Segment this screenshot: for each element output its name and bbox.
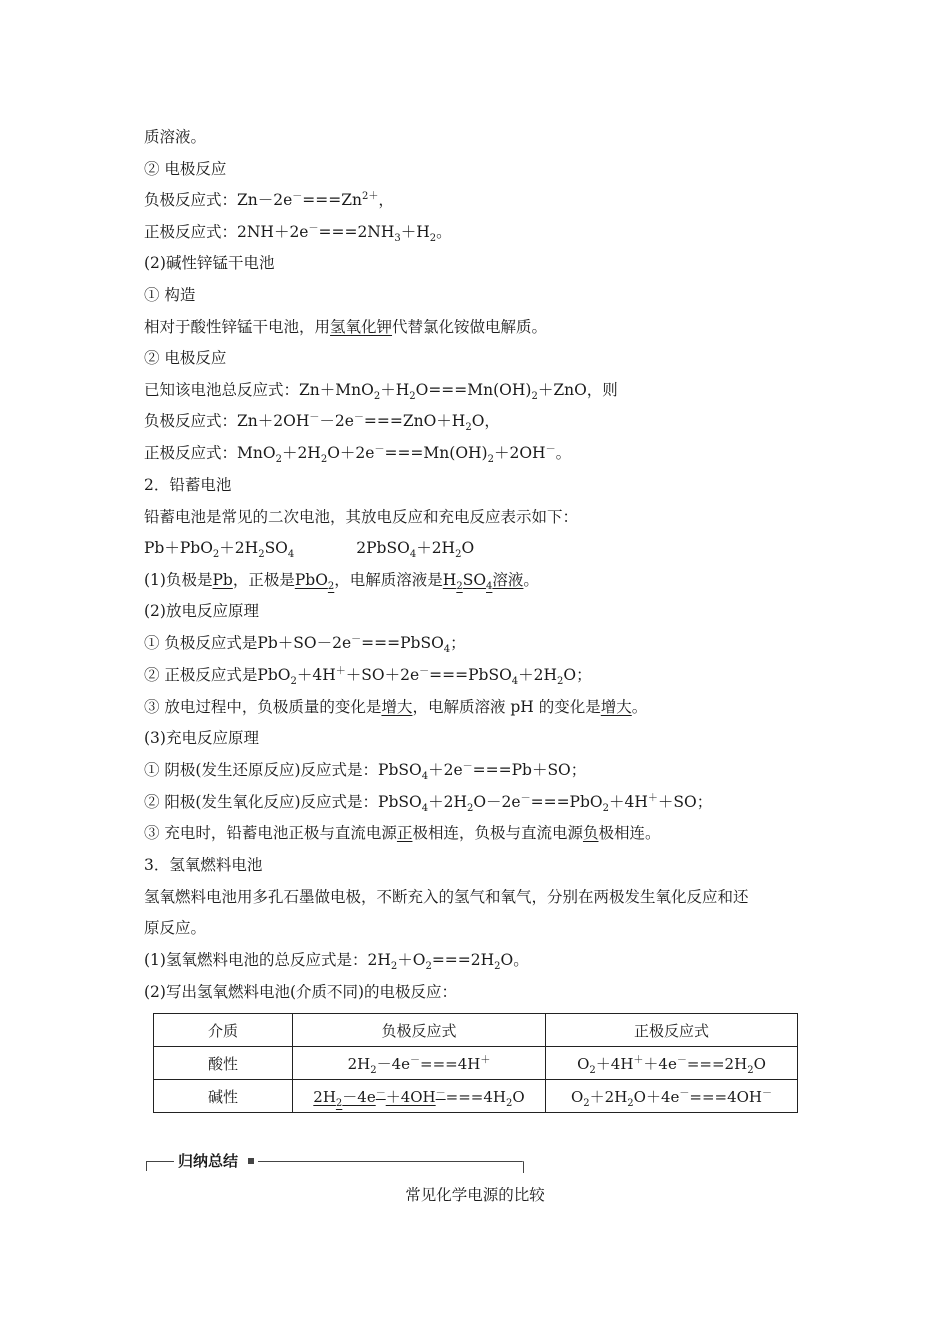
summary-title: 归纳总结 [178,1152,239,1170]
text-line [144,760,587,783]
text-run: ＋2H [428,793,467,811]
text-run: ＋ZnO，则 [537,381,618,399]
subscript: 2 [487,454,494,466]
banner-hook-left [146,1161,147,1171]
subscript: 2 [506,1097,513,1109]
text-run: ＋4H [609,793,648,811]
text-run: ② 正极反应式是PbO [144,666,291,684]
subscript: 2 [602,803,609,815]
text-line [144,348,226,368]
subscript: 4 [409,549,417,561]
subscript: 4 [421,803,429,815]
text-run: 2．铅蓄电池 [144,476,232,494]
text-run: 2PbSO [356,539,410,557]
text-run: ② 电极反应 [144,349,227,367]
text-line [144,190,394,210]
table-cell-positive [546,1047,798,1080]
text-run: ③ 充电时，铅蓄电池正极与直流电源 [144,824,397,842]
text-line [144,697,647,717]
text-run: ===PbSO [429,666,512,684]
table-cell-negative [293,1080,546,1113]
text-run: 正极反应式：MnO [144,444,276,462]
subscript: 3 [394,233,401,245]
text-run: Pb [212,571,233,589]
text-line [144,380,618,403]
text-line [144,443,572,466]
text-line [144,159,226,179]
superscript: － [351,633,362,645]
subscript: 2 [455,549,462,561]
superscript: － [462,760,473,772]
text-run: O [461,539,475,557]
text-run: ===4H [420,1054,481,1073]
table-cell-medium: 酸性 [154,1047,293,1080]
text-run: 2H [347,1054,371,1073]
superscript: － [419,665,430,677]
subscript: 4 [486,581,493,593]
subscript: 2 [583,1097,590,1109]
text-run: ＋H [400,223,430,241]
text-run: ＋2H [589,1087,628,1106]
superscript: ＋ [633,1054,644,1066]
electrode-reaction-table [153,1013,798,1113]
text-line [144,127,206,147]
subscript: 2 [429,233,437,245]
subscript: 2 [327,581,335,593]
text-run: PbO [294,571,328,589]
text-line [144,285,195,305]
text-line [144,538,475,561]
subscript: 2 [290,676,297,688]
text-run: －4e [342,1087,376,1106]
text-run: 2H [313,1087,336,1106]
text-run: 代替氯化铵做电解质。 [392,318,548,336]
text-run: O－2e [473,793,521,811]
text-run: 原反应。 [144,919,207,937]
superscript: － [308,222,319,234]
text-line [144,728,259,748]
text-run: ===Pb＋SO； [472,761,587,779]
text-run: ； [450,634,466,652]
superscript: － [435,1087,446,1099]
text-run: Pb＋PbO [144,539,213,557]
subscript: 4 [421,771,429,783]
superscript: － [520,792,531,804]
text-run: (1)负极是 [144,571,213,589]
subscript: 2 [425,961,432,973]
text-run: (2)写出氢氧燃料电池(介质不同)的电极反应： [144,983,458,1001]
text-run: ＋2H [219,539,259,557]
superscript: ＋ [335,665,346,677]
superscript: － [374,443,385,455]
text-run: ===Zn [302,191,363,209]
banner-rule-right [258,1161,523,1162]
superscript: － [292,190,303,202]
text-run: ， [378,191,394,209]
subscript: 2 [275,454,282,466]
subscript: 4 [287,549,295,561]
text-line [144,411,500,434]
superscript: － [679,1087,690,1099]
summary-banner [140,1150,528,1174]
text-run: O [577,1054,590,1073]
subscript: 2 [465,422,472,434]
text-line [144,475,231,495]
text-run: ＋4H [595,1054,634,1073]
text-run: ＋H [380,381,410,399]
banner-hook-right [523,1161,524,1173]
table-header-cell: 介质 [154,1014,293,1047]
text-run: ，正极是 [232,571,295,589]
text-run: ＋2OH [493,444,546,462]
text-run: H [442,571,457,589]
text-run: O===Mn(OH) [415,381,532,399]
text-run: ① 构造 [144,286,196,304]
text-run: SO [264,539,288,557]
text-run: ＋4OH [385,1087,436,1106]
text-run: ② 电极反应 [144,160,227,178]
text-run: 铅蓄电池是常见的二次电池，其放电反应和充电反应表示如下： [144,508,579,526]
subscript: 2 [258,549,265,561]
text-run: O [512,1087,525,1106]
text-run: ＋2H [518,666,558,684]
text-run: ② 阳极(发生氧化反应)反应式是：PbSO [144,793,422,811]
subscript: 2 [494,961,501,973]
text-run: O＋2e [327,444,375,462]
text-run: ① 阴极(发生还原反应)反应式是：PbSO [144,761,422,779]
superscript: － [676,1054,687,1066]
table-row [154,1047,798,1080]
text-line [144,601,259,621]
text-run: ＋2H [281,444,321,462]
table-row [154,1080,798,1113]
text-run: ，电解质溶液 pH 的变化是 [412,698,601,716]
text-run: ＋O [397,951,426,969]
text-line [144,950,529,973]
superscript: － [375,1087,386,1099]
subscript: 2 [212,549,220,561]
text-run: －4e [376,1054,411,1073]
section-title: 常见化学电源的比较 [405,1186,545,1204]
subscript: 2 [531,391,538,403]
text-run: (2)放电反应原理 [144,602,259,620]
text-run: 负极反应式：Zn＋2OH [144,412,310,430]
superscript: － [353,411,364,423]
subscript: 2 [335,1097,343,1109]
text-run: 极相连。 [598,824,661,842]
text-run: O [753,1054,766,1073]
text-run: SO [462,571,487,589]
subscript: 2 [370,1064,377,1076]
text-run: O [570,1087,584,1106]
text-run: 相对于酸性锌锰干电池，用 [144,318,331,336]
text-run: ===PbSO [361,634,444,652]
text-run: 。 [523,571,539,589]
text-run: ===2H [431,951,495,969]
text-run: ===4OH [689,1087,763,1106]
banner-rule-left [146,1161,174,1162]
text-run: (3)充电反应原理 [144,729,259,747]
table-cell-medium: 碱性 [154,1080,293,1113]
text-run: －2e [319,412,354,430]
text-run: (2)碱性锌锰干电池 [144,254,275,272]
text-run: 增大 [381,698,413,716]
text-run: ===PbO [530,793,603,811]
text-run: ＋4e [643,1054,677,1073]
text-run: 。 [555,444,572,462]
text-line [144,887,749,907]
subscript: 2 [747,1064,754,1076]
text-run: ，电解质溶液是 [334,571,443,589]
subscript: 2 [320,454,328,466]
text-run: 氢氧化钾 [330,318,393,336]
text-line [144,507,578,527]
text-run: ===2NH [318,223,395,241]
text-line [144,253,274,273]
superscript: － [545,443,556,455]
subscript: 4 [443,644,451,656]
text-run: 正极反应式：2NH＋2e [144,223,309,241]
subscript: 2 [390,961,398,973]
subscript: 2 [373,391,381,403]
text-line [144,823,661,843]
superscript: － [762,1087,773,1099]
text-run: O， [471,412,500,430]
subscript: 2 [409,391,416,403]
text-run: O。 [500,951,529,969]
superscript: ＋ [480,1054,491,1066]
text-line [144,855,262,875]
table-header-cell: 正极反应式 [546,1014,798,1047]
subscript: 2 [456,581,463,593]
text-run: ＋2e [428,761,463,779]
text-line [144,317,547,337]
superscript: － [309,411,320,423]
text-run: ＋4H [296,666,336,684]
text-run: ＋2H [416,539,456,557]
subscript: 2 [589,1064,596,1076]
text-line [144,918,206,938]
text-run: O＋4e [633,1087,680,1106]
text-run: 极相连，负极与直流电源 [412,824,583,842]
superscript: － [410,1054,421,1066]
text-run: O； [563,666,592,684]
superscript: 2＋ [362,190,379,202]
text-line [144,665,592,688]
table-header-cell: 负极反应式 [293,1014,546,1047]
text-run: 正 [396,824,413,842]
text-run: 。 [631,698,648,716]
text-run: ＋SO＋2e [345,666,420,684]
table-cell-positive [546,1080,798,1113]
text-run: 增大 [600,698,632,716]
text-run: ===2H [686,1054,748,1073]
subscript: 4 [511,676,519,688]
table-cell-negative [293,1047,546,1080]
text-run: ===Mn(OH) [384,444,488,462]
text-run: ＋SO； [657,793,713,811]
text-run: ===4H [445,1087,506,1106]
text-run: 溶液 [492,571,524,589]
superscript: ＋ [647,792,658,804]
text-line [144,633,466,656]
banner-square-icon [248,1158,254,1164]
text-run: 。 [436,223,452,241]
text-run: 氢氧燃料电池用多孔石墨做电极，不断充入的氢气和氧气，分别在两极发生氧化反应和还 [144,888,749,906]
text-run: (1)氢氧燃料电池的总反应式是：2H [144,951,391,969]
subscript: 2 [466,803,474,815]
text-line [144,222,452,245]
text-line [144,570,539,593]
text-run: 质溶液。 [144,128,207,146]
text-line [144,792,713,815]
text-run: 3．氢氧燃料电池 [144,856,263,874]
text-line [144,982,457,1002]
text-run: ③ 放电过程中，负极质量的变化是 [144,698,382,716]
text-run: ===ZnO＋H [363,412,466,430]
text-run: 负极反应式：Zn－2e [144,191,293,209]
subscript: 2 [627,1097,634,1109]
text-run: 负 [582,824,599,842]
table-header-row [154,1014,798,1047]
text-run: ① 负极反应式是Pb＋SO－2e [144,634,352,652]
text-run: 已知该电池总反应式：Zn＋MnO [144,381,374,399]
subscript: 2 [557,676,564,688]
